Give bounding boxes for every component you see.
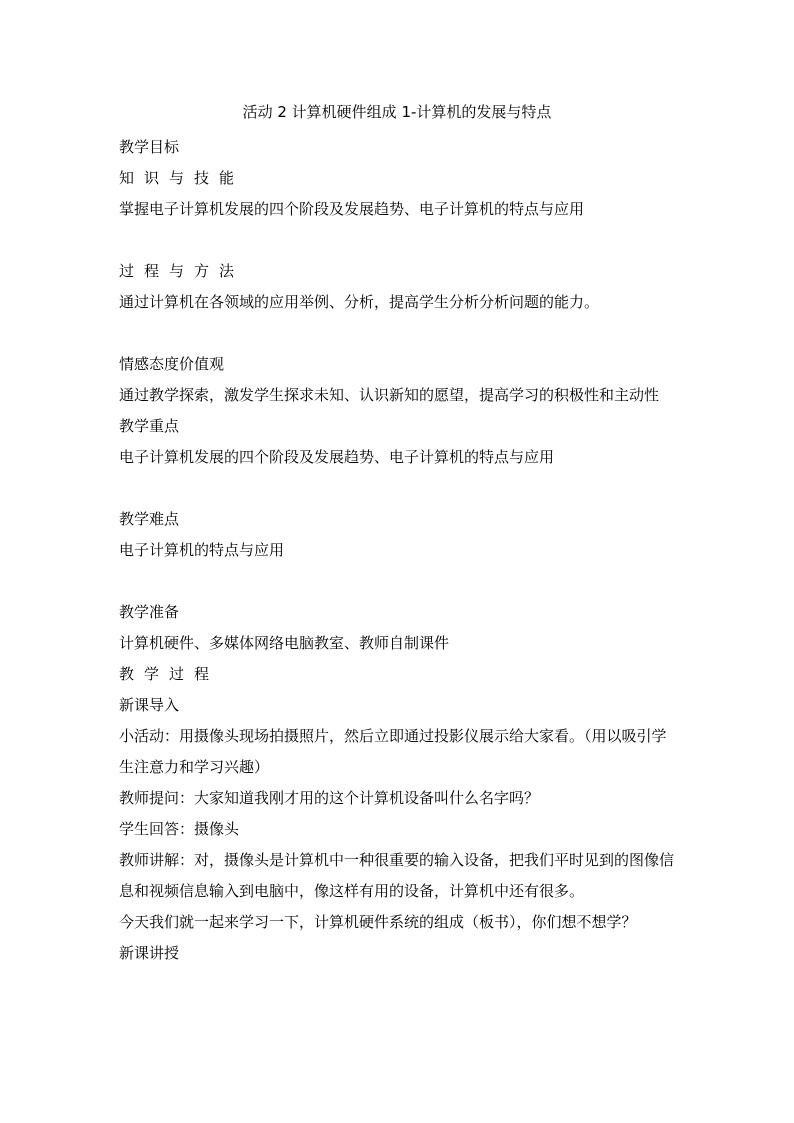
heading-key-points: 教学重点 <box>119 417 180 435</box>
paragraph-teacher-question: 教师提问：大家知道我刚才用的这个计算机设备叫什么名字吗？ <box>119 789 540 807</box>
heading-emotion-values: 情感态度价值观 <box>119 355 225 373</box>
heading-lecture: 新课讲授 <box>119 944 180 962</box>
blank-line <box>119 473 681 504</box>
paragraph-knowledge-content: 掌握电子计算机发展的四个阶段及发展趋势、电子计算机的特点与应用 <box>119 200 585 218</box>
document-body <box>119 132 681 969</box>
heading-process-methods: 过程与方法 <box>119 262 245 280</box>
heading-teaching-goals: 教学目标 <box>119 138 180 156</box>
paragraph-activity: 小活动：用摄像头现场拍摄照片，然后立即通过投影仪展示给大家看。（用以吸引学生注意力和学习兴趣） <box>119 727 667 776</box>
paragraph-difficulties-content: 电子计算机的特点与应用 <box>119 541 285 559</box>
blank-line <box>119 566 681 597</box>
heading-difficulties: 教学难点 <box>119 510 180 528</box>
blank-line <box>119 225 681 256</box>
paragraph-key-points-content: 电子计算机发展的四个阶段及发展趋势、电子计算机的特点与应用 <box>119 448 555 466</box>
paragraph-teacher-explain: 教师讲解：对，摄像头是计算机中一种很重要的输入设备，把我们平时见到的图像信息和视频信息输入到电脑中，像这样有用的设备，计算机中还有很多。 <box>119 851 675 900</box>
heading-intro: 新课导入 <box>119 696 180 714</box>
blank-line <box>119 318 681 349</box>
heading-preparation: 教学准备 <box>119 603 180 621</box>
document-title: 活动 2 计算机硬件组成 1-计算机的发展与特点 <box>242 103 552 121</box>
paragraph-student-answer: 学生回答：摄像头 <box>119 820 240 838</box>
heading-teaching-process: 教学过程 <box>119 665 220 683</box>
heading-knowledge-skills: 知识与技能 <box>119 169 245 187</box>
paragraph-process-content: 通过计算机在各领域的应用举例、分析，提高学生分析分析问题的能力。 <box>119 293 600 311</box>
paragraph-emotion-content: 通过教学探索，激发学生探求未知、认识新知的愿望，提高学习的积极性和主动性 <box>119 386 660 404</box>
paragraph-preparation-content: 计算机硬件、多媒体网络电脑教室、教师自制课件 <box>119 634 450 652</box>
paragraph-today: 今天我们就一起来学习一下，计算机硬件系统的组成（板书），你们想不想学？ <box>119 913 637 931</box>
